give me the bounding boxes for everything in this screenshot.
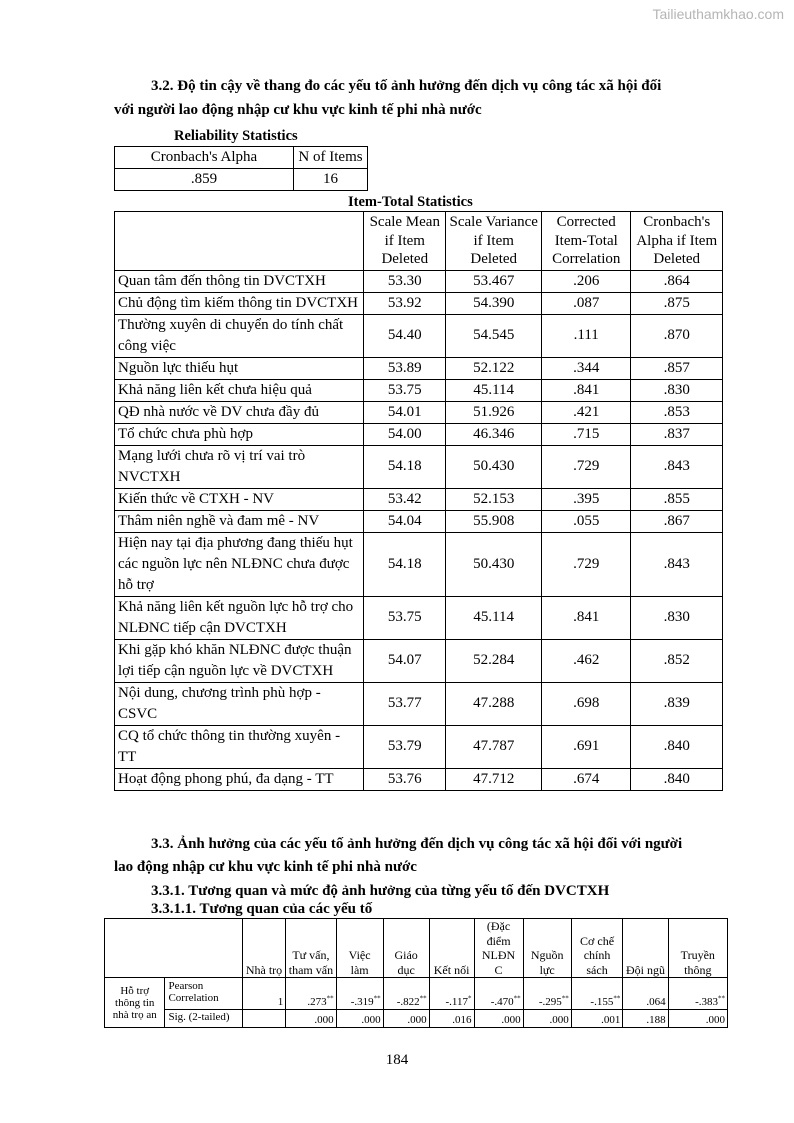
scale-mean: 53.89 [364,357,446,379]
pearson-value [668,978,727,1010]
alpha-if-deleted: .870 [631,314,723,357]
correlation-header-row [105,919,728,978]
item-total-row [115,532,723,596]
item-label: Khả năng liên kết chưa hiệu quả [115,379,364,401]
item-total-correlation: .055 [542,510,631,532]
item-total-correlation: .421 [542,401,631,423]
alpha-if-deleted: .837 [631,423,723,445]
alpha-if-deleted: .843 [631,445,723,488]
significance-marker: ** [561,994,569,1003]
pearson-number: -.383 [695,996,718,1008]
sig-value: .001 [571,1010,623,1028]
significance-marker: ** [613,994,621,1003]
item-label: Hoạt động phong phú, đa dạng - TT [115,768,364,790]
item-total-correlation: .729 [542,445,631,488]
reliability-alpha-value: .859 [115,169,294,191]
sig-value: .000 [523,1010,571,1028]
item-total-header-row [115,212,723,271]
item-total-header-variance: Scale Variance if Item Deleted [446,212,542,271]
correlation-header: Cơ chế chính sách [571,919,623,978]
scale-mean: 53.75 [364,596,446,639]
significance-marker: ** [373,994,381,1003]
item-total-correlation: .674 [542,768,631,790]
scale-variance: 47.787 [446,725,542,768]
scale-variance: 47.288 [446,682,542,725]
reliability-table [114,146,368,191]
correlation-header: Đội ngũ [623,919,668,978]
item-label: Thâm niên nghề và đam mê - NV [115,510,364,532]
item-total-row [115,379,723,401]
scale-mean: 54.18 [364,445,446,488]
scale-mean: 54.40 [364,314,446,357]
item-total-row [115,488,723,510]
correlation-header-empty [105,919,243,978]
scale-variance: 53.467 [446,270,542,292]
item-total-row [115,270,723,292]
scale-mean: 53.42 [364,488,446,510]
sig-value: .000 [286,1010,336,1028]
pearson-number: -.822 [396,996,420,1008]
alpha-if-deleted: .852 [631,639,723,682]
scale-mean: 53.92 [364,292,446,314]
item-total-header-corr: Corrected Item-Total Correlation [542,212,631,271]
scale-variance: 55.908 [446,510,542,532]
scale-variance: 46.346 [446,423,542,445]
item-total-correlation: .729 [542,532,631,596]
alpha-if-deleted: .830 [631,596,723,639]
item-total-correlation: .841 [542,596,631,639]
section-3-2-heading-line1: 3.2. Độ tin cậy về thang đo các yếu tố ảnh hưởng đến dịch vụ công tác xã hội đối [151,78,662,94]
pearson-number: -.319 [350,996,374,1008]
scale-variance: 54.545 [446,314,542,357]
item-label: Khi gặp khó khăn NLĐNC được thuận lợi tiếp cận nguồn lực về DVCTXH [115,639,364,682]
pearson-number: .273 [307,996,327,1008]
item-total-row [115,682,723,725]
correlation-header: Kết nối [429,919,474,978]
pearson-value [571,978,623,1010]
pearson-number: -.470 [490,996,514,1008]
sig-value: .016 [429,1010,474,1028]
item-total-header-mean: Scale Mean if Item Deleted [364,212,446,271]
item-total-correlation: .691 [542,725,631,768]
significance-marker: ** [326,994,334,1003]
correlation-pearson-row [105,978,728,1010]
scale-variance: 52.122 [446,357,542,379]
item-total-correlation: .206 [542,270,631,292]
watermark-text: Tailieuthamkhao.com [652,6,784,22]
correlation-header: Nhà trọ [242,919,285,978]
scale-mean: 53.75 [364,379,446,401]
section-3-3-heading-line1: 3.3. Ảnh hưởng của các yếu tố ảnh hưởng đến dịch vụ công tác xã hội đối với người [151,836,683,852]
alpha-if-deleted: .875 [631,292,723,314]
item-total-correlation: .698 [542,682,631,725]
scale-variance: 50.430 [446,532,542,596]
sig-value: .000 [383,1010,429,1028]
item-total-row [115,292,723,314]
item-total-correlation: .111 [542,314,631,357]
item-total-row [115,314,723,357]
correlation-header: (Đặc điểm NLĐN C [474,919,523,978]
sig-value: .188 [623,1010,668,1028]
reliability-header-alpha: Cronbach's Alpha [115,147,294,169]
alpha-if-deleted: .843 [631,532,723,596]
correlation-sig-row [105,1010,728,1028]
item-label: Chủ động tìm kiếm thông tin DVCTXH [115,292,364,314]
reliability-items-value: 16 [294,169,368,191]
section-3-3-1-heading: 3.3.1. Tương quan và mức độ ảnh hưởng của từng yếu tố đến DVCTXH [151,883,610,899]
alpha-if-deleted: .853 [631,401,723,423]
alpha-if-deleted: .857 [631,357,723,379]
item-total-row [115,639,723,682]
item-total-row [115,423,723,445]
item-total-correlation: .841 [542,379,631,401]
item-total-row [115,768,723,790]
scale-variance: 45.114 [446,596,542,639]
pearson-number: -.295 [538,996,562,1008]
item-label: Hiện nay tại địa phương đang thiếu hụt các nguồn lực nên NLĐNC chưa được hỗ trợ [115,532,364,596]
pearson-value [623,978,668,1010]
alpha-if-deleted: .840 [631,725,723,768]
item-total-header-alpha: Cronbach's Alpha if Item Deleted [631,212,723,271]
item-label: Nguồn lực thiếu hụt [115,357,364,379]
pearson-value [383,978,429,1010]
significance-marker: * [468,994,472,1003]
item-total-correlation: .715 [542,423,631,445]
pearson-value [523,978,571,1010]
scale-mean: 54.00 [364,423,446,445]
section-3-3-1-1-heading: 3.3.1.1. Tương quan của các yếu tố [151,901,373,917]
correlation-table [104,918,728,1028]
alpha-if-deleted: .830 [631,379,723,401]
reliability-header-items: N of Items [294,147,368,169]
item-label: Tổ chức chưa phù hợp [115,423,364,445]
pearson-value [286,978,336,1010]
item-total-row [115,510,723,532]
scale-mean: 54.01 [364,401,446,423]
scale-mean: 53.30 [364,270,446,292]
correlation-header: Tư vấn, tham vấn [286,919,336,978]
significance-marker: ** [513,994,521,1003]
correlation-row-label: Hỗ trợ thông tin nhà trọ an [105,978,165,1028]
item-total-correlation: .395 [542,488,631,510]
sig-label: Sig. (2-tailed) [165,1010,242,1028]
item-total-row [115,357,723,379]
item-total-row [115,445,723,488]
alpha-if-deleted: .840 [631,768,723,790]
pearson-number: -.155 [590,996,614,1008]
scale-mean: 53.76 [364,768,446,790]
correlation-header: Truyền thông [668,919,727,978]
item-label: CQ tổ chức thông tin thường xuyên - TT [115,725,364,768]
item-total-table [114,211,723,791]
item-label: Khả năng liên kết nguồn lực hỗ trợ cho NLĐNC tiếp cận DVCTXH [115,596,364,639]
significance-marker: ** [419,994,427,1003]
scale-mean: 54.07 [364,639,446,682]
reliability-title: Reliability Statistics [174,128,298,144]
pearson-label: Pearson Correlation [165,978,242,1010]
sig-value [242,1010,285,1028]
pearson-number: -.117 [445,996,469,1008]
item-total-row [115,596,723,639]
item-label: QĐ nhà nước về DV chưa đầy đủ [115,401,364,423]
section-3-2-heading-line2: với người lao động nhập cư khu vực kinh tế phi nhà nước [114,102,482,118]
section-3-3-heading-line2: lao động nhập cư khu vực kinh tế phi nhà nước [114,859,417,875]
scale-mean: 53.77 [364,682,446,725]
scale-mean: 54.18 [364,532,446,596]
item-total-correlation: .087 [542,292,631,314]
item-label: Quan tâm đến thông tin DVCTXH [115,270,364,292]
scale-variance: 52.284 [446,639,542,682]
sig-value: .000 [474,1010,523,1028]
scale-variance: 47.712 [446,768,542,790]
item-label: Kiến thức về CTXH - NV [115,488,364,510]
alpha-if-deleted: .867 [631,510,723,532]
sig-value: .000 [336,1010,383,1028]
item-total-correlation: .462 [542,639,631,682]
correlation-header: Việc làm [336,919,383,978]
item-total-row [115,725,723,768]
significance-marker: ** [718,994,725,1003]
alpha-if-deleted: .855 [631,488,723,510]
pearson-number: 1 [277,996,284,1008]
scale-mean: 53.79 [364,725,446,768]
correlation-header: Giáo dục [383,919,429,978]
page-number: 184 [385,1052,409,1068]
correlation-header: Nguồn lực [523,919,571,978]
item-label: Mạng lưới chưa rõ vị trí vai trò NVCTXH [115,445,364,488]
scale-variance: 52.153 [446,488,542,510]
scale-variance: 51.926 [446,401,542,423]
scale-variance: 54.390 [446,292,542,314]
item-total-header-label [115,212,364,271]
item-total-title: Item-Total Statistics [348,194,473,210]
pearson-value [474,978,523,1010]
item-label: Nội dung, chương trình phù hợp - CSVC [115,682,364,725]
pearson-value [429,978,474,1010]
sig-value: .000 [668,1010,727,1028]
pearson-number: .064 [646,996,666,1008]
scale-mean: 54.04 [364,510,446,532]
alpha-if-deleted: .864 [631,270,723,292]
item-label: Thường xuyên di chuyển do tính chất công việc [115,314,364,357]
pearson-value [336,978,383,1010]
scale-variance: 50.430 [446,445,542,488]
item-total-correlation: .344 [542,357,631,379]
alpha-if-deleted: .839 [631,682,723,725]
scale-variance: 45.114 [446,379,542,401]
pearson-value [242,978,285,1010]
item-total-row [115,401,723,423]
